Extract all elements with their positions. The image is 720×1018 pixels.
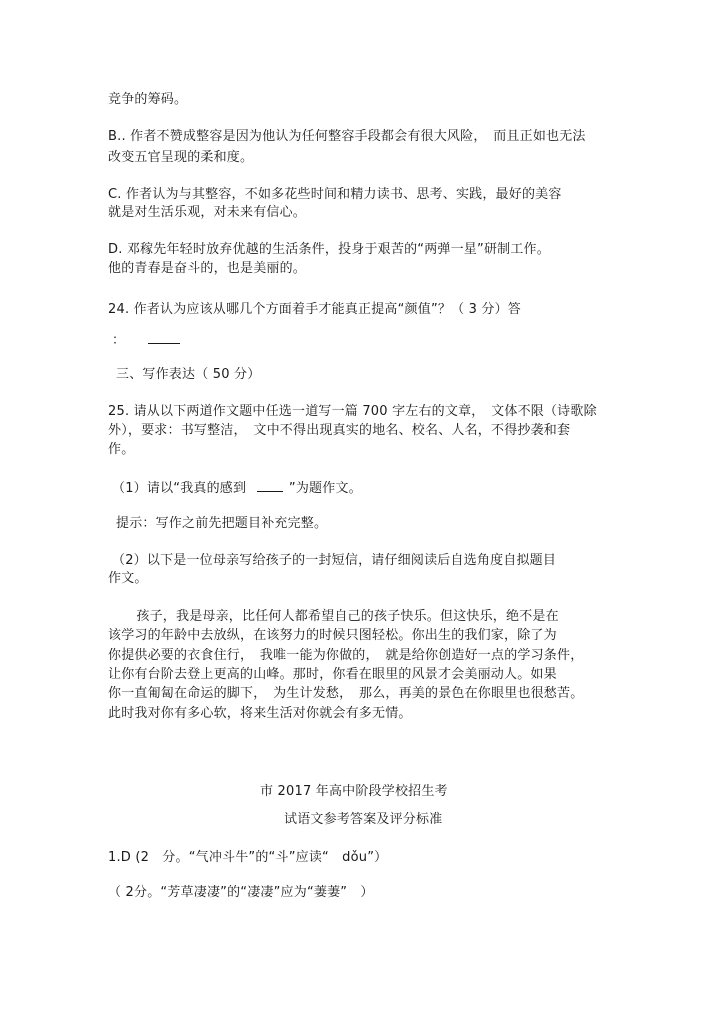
question-25-line2: 外），要求：书写整洁， 文中不得出现真实的地名、校名、人名，不得抄袭和套 bbox=[108, 423, 571, 438]
answer-blank bbox=[148, 331, 180, 344]
letter-line: 让你有台阶去登上更高的山峰。那时，你看在眼里的风景才会美丽动人。如果 bbox=[108, 667, 557, 682]
topic-1-blank bbox=[257, 479, 283, 492]
option-c-line1: C. 作者认为与其整容，不如多花些时间和精力读书、思考、实践，最好的美容 bbox=[108, 187, 562, 202]
topic-1 bbox=[112, 479, 362, 498]
letter-line: 此时我对你有多心软，将来生活对你就会有多无情。 bbox=[108, 706, 412, 721]
option-c-line2: 就是对生活乐观，对未来有信心。 bbox=[108, 205, 307, 220]
answer-1-line1: 1.D (2 分。“气冲斗牛”的“斗”应读“ dǒu”） bbox=[108, 850, 388, 865]
hint-text: 提示：写作之前先把题目补充完整。 bbox=[116, 516, 328, 531]
answer-prefix: ： bbox=[112, 333, 126, 348]
topic-1-prefix: （1）请以“我真的感到 bbox=[112, 481, 247, 496]
topic-1-suffix: ”为题作文。 bbox=[288, 481, 362, 496]
option-b-line1: B.. 作者不赞成整容是因为他认为任何整容手段都会有很大风险， 而且正如也无法 bbox=[108, 129, 586, 144]
letter-line: 你提供必要的衣食住行， 我唯一能为你做的， 就是给你创造好一点的学习条件， bbox=[108, 648, 584, 663]
question-25-line3: 作。 bbox=[108, 442, 135, 457]
answers-title-line2: 试语文参考答案及评分标准 bbox=[284, 812, 443, 827]
letter-line: 你一直匍匐在命运的脚下， 为生计发愁， 那么，再美的景色在你眼里也很愁苦。 bbox=[108, 686, 584, 701]
topic-2-line2: 作文。 bbox=[108, 571, 148, 586]
question-24-answer bbox=[112, 331, 180, 350]
topic-2-line1: （2）以下是一位母亲写给孩子的一封短信，请仔细阅读后自选角度自拟题目 bbox=[112, 553, 557, 568]
option-d-line2: 他的青春是奋斗的，也是美丽的。 bbox=[108, 261, 307, 276]
question-24: 24. 作者认为应该从哪几个方面着手才能真正提高“颜值”？（ 3 分）答 bbox=[108, 302, 522, 317]
section-3-heading: 三、写作表达（ 50 分） bbox=[116, 367, 261, 382]
letter-line: 孩子，我是母亲，比任何人都希望自己的孩子快乐。但这快乐，绝不是在 bbox=[110, 609, 559, 624]
continuation-text: 竞争的筹码。 bbox=[108, 92, 188, 107]
question-25-line1: 25. 请从以下两道作文题中任选一道写一篇 700 字左右的文章， 文体不限（诗歌除 bbox=[108, 404, 597, 419]
option-d-line1: D. 邓稼先年轻时放弃优越的生活条件，投身于艰苦的“两弹一星”研制工作。 bbox=[108, 242, 550, 257]
answer-1-line2: （ 2分。“芳草凄凄”的“凄凄”应为“萋萋” ） bbox=[108, 885, 374, 900]
answers-title-line1: 市 2017 年高中阶段学校招生考 bbox=[260, 784, 448, 799]
letter-line: 该学习的年龄中去放纵，在该努力的时候只图轻松。你出生的我们家，除了为 bbox=[108, 628, 557, 643]
option-b-line2: 改变五官呈现的柔和度。 bbox=[108, 150, 254, 165]
